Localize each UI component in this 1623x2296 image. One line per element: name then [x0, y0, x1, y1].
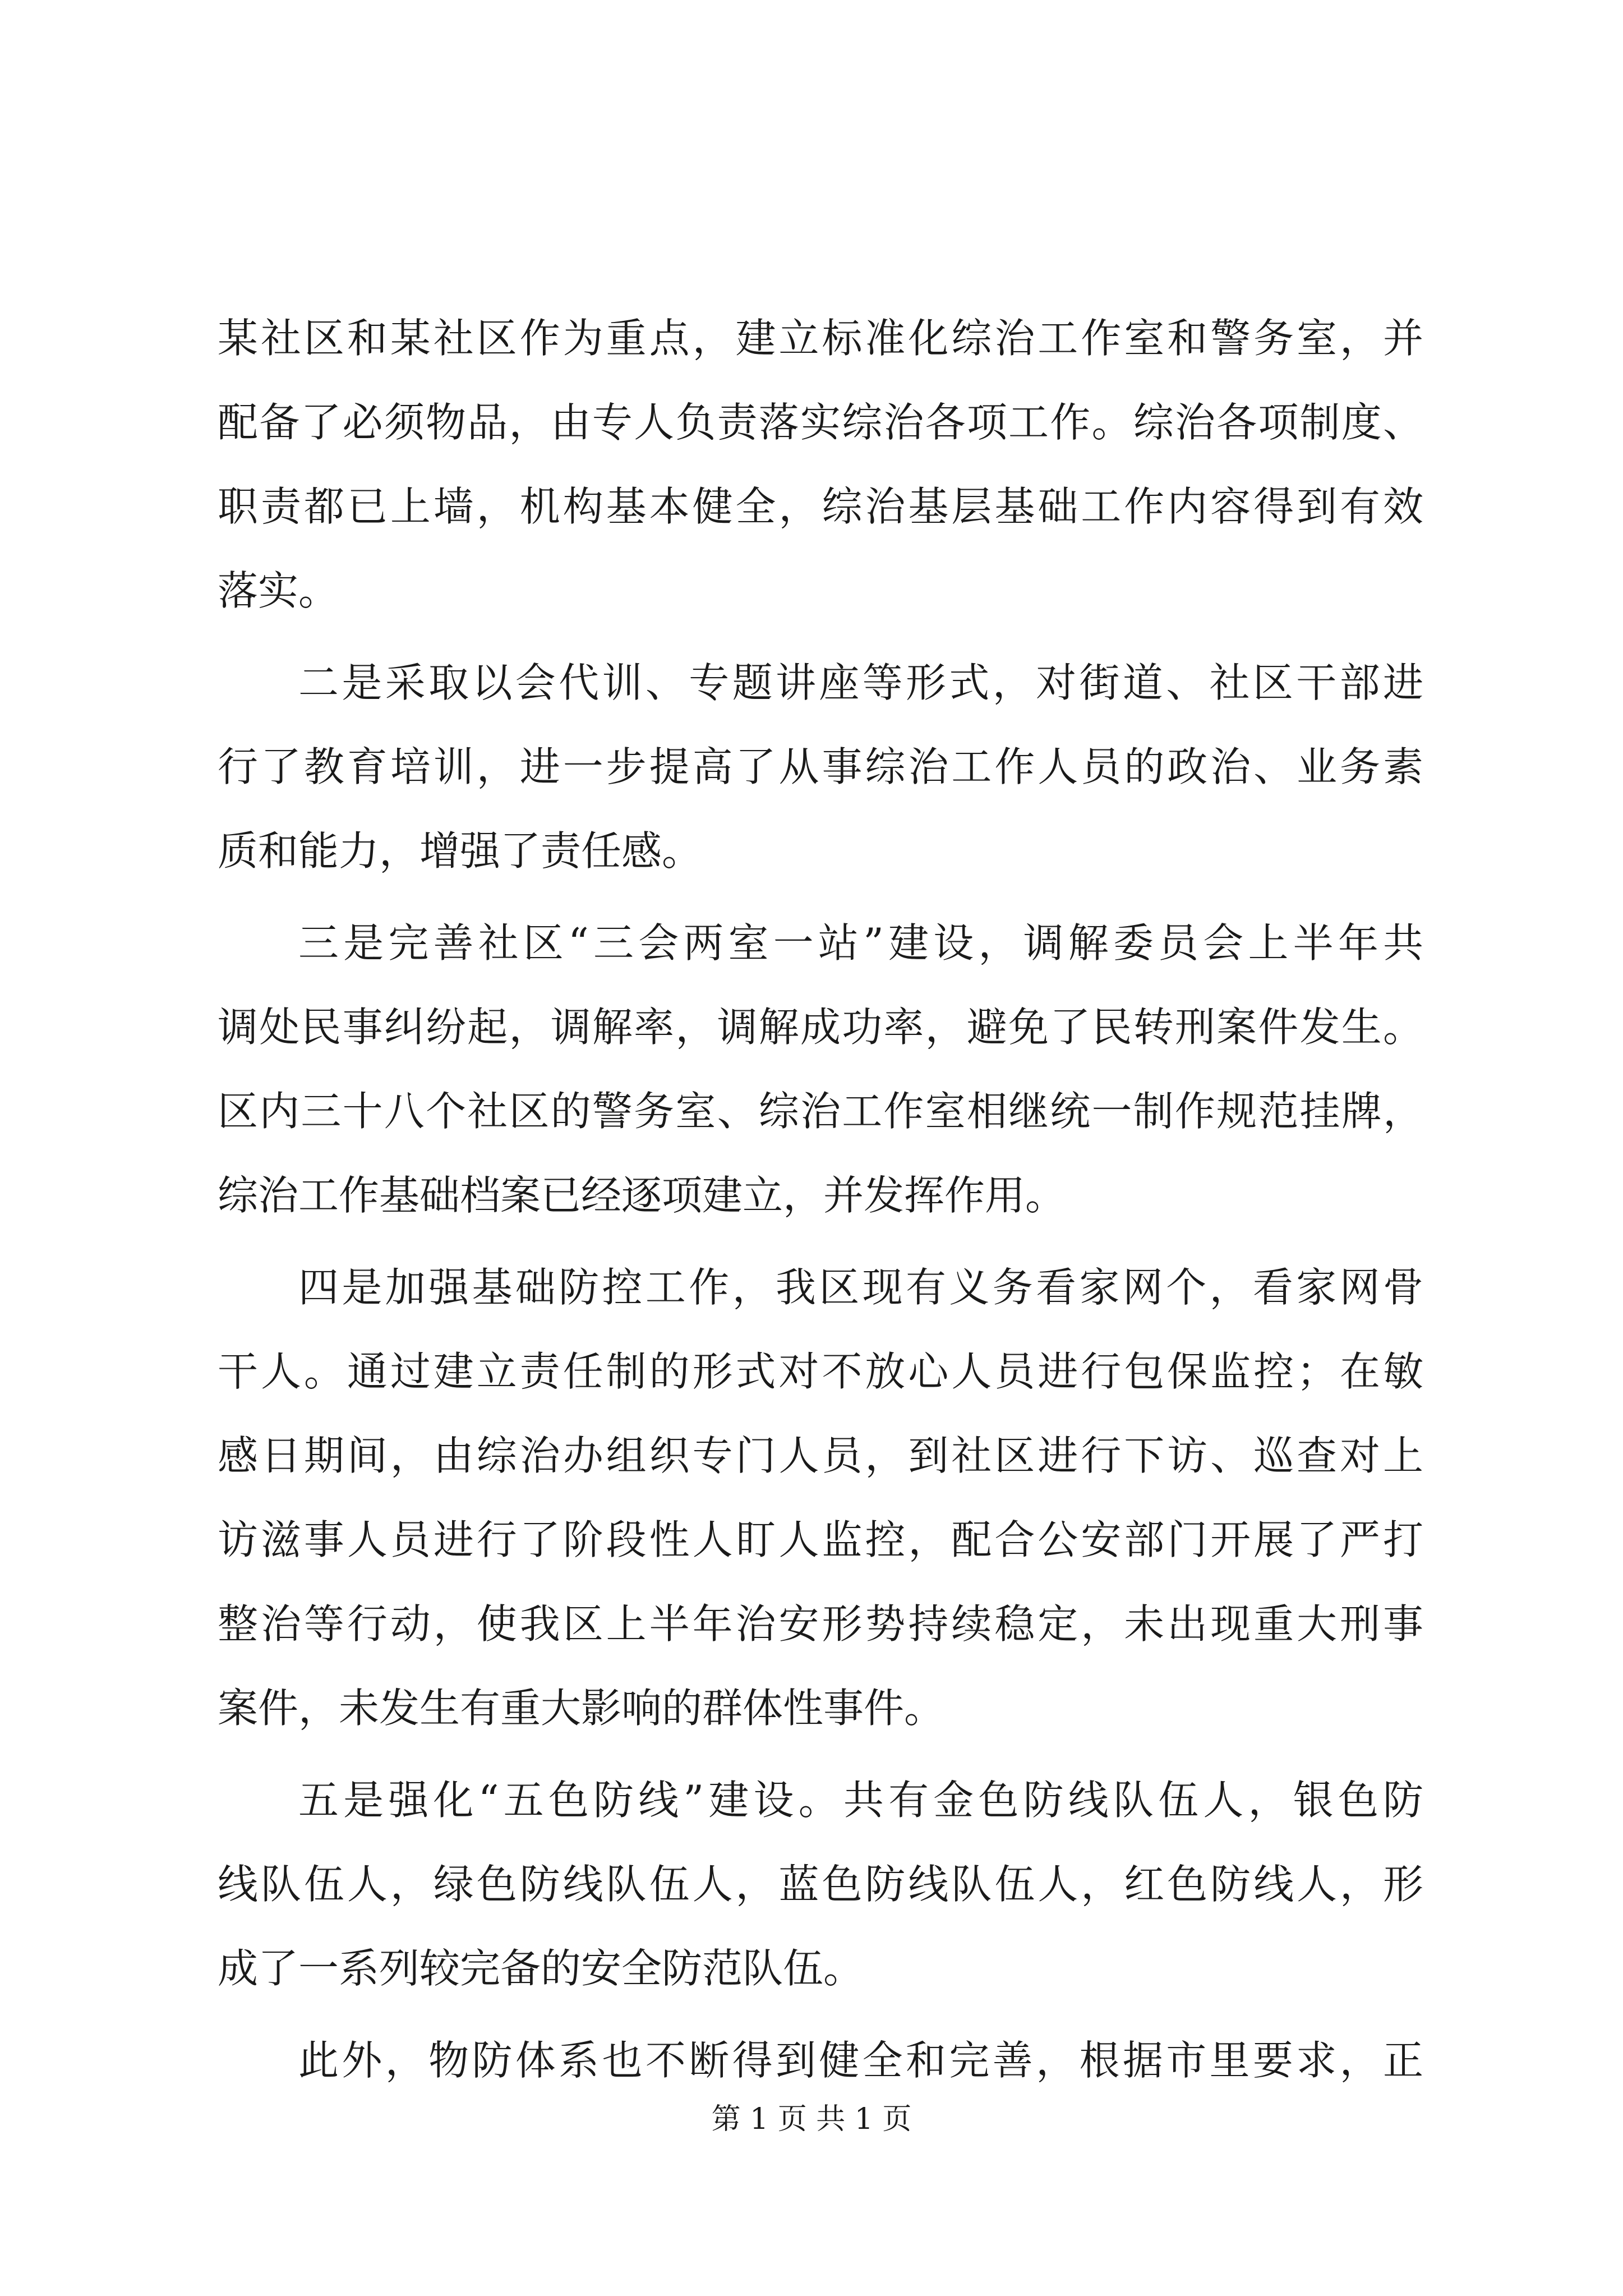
paragraph-first-line: 此外，物防体系也不断得到健全和完善，根据市里要求，正	[298, 2037, 1423, 2084]
text-line: 行了教育培训，进一步提高了从事综治工作人员的政治、业务素	[218, 743, 1423, 790]
page-footer: 第 1 页 共 1 页	[711, 2102, 912, 2136]
text-line: 配备了必须物品，由专人负责落实综治各项工作。综治各项制度、	[218, 399, 1423, 446]
text-line: 线队伍人，绿色防线队伍人，蓝色防线队伍人，红色防线人，形	[218, 1861, 1423, 1908]
text-line: 职责都已上墙，机构基本健全，综治基层基础工作内容得到有效	[218, 483, 1423, 530]
paragraph-first-line: 四是加强基础防控工作，我区现有义务看家网个，看家网骨	[298, 1264, 1423, 1311]
text-line: 案件，未发生有重大影响的群体性事件。	[218, 1685, 945, 1732]
text-line: 区内三十八个社区的警务室、综治工作室相继统一制作规范挂牌，	[218, 1088, 1423, 1135]
text-line: 整治等行动，使我区上半年治安形势持续稳定，未出现重大刑事	[218, 1600, 1423, 1648]
text-line: 成了一系列较完备的安全防范队伍。	[218, 1945, 864, 1992]
text-line: 调处民事纠纷起，调解率，调解成功率，避免了民转刑案件发生。	[218, 1004, 1423, 1051]
text-line: 干人。通过建立责任制的形式对不放心人员进行包保监控；在敏	[218, 1348, 1423, 1395]
text-line: 访滋事人员进行了阶段性人盯人监控，配合公安部门开展了严打	[218, 1516, 1423, 1563]
document-body	[218, 296, 1423, 2102]
text-line: 落实。	[218, 567, 339, 614]
text-line: 某社区和某社区作为重点，建立标准化综治工作室和警务室，并	[218, 315, 1423, 362]
text-line: 综治工作基础档案已经逐项建立，并发挥作用。	[218, 1172, 1066, 1219]
text-line: 感日期间，由综治办组织专门人员，到社区进行下访、巡查对上	[218, 1432, 1423, 1479]
paragraph-first-line: 五是强化“五色防线”建设。共有金色防线队伍人，银色防	[298, 1777, 1423, 1824]
paragraph-first-line: 二是采取以会代训、专题讲座等形式，对街道、社区干部进	[298, 659, 1423, 706]
paragraph-first-line: 三是完善社区“三会两室一站”建设，调解委员会上半年共	[298, 919, 1423, 967]
text-line: 质和能力，增强了责任感。	[218, 827, 703, 875]
